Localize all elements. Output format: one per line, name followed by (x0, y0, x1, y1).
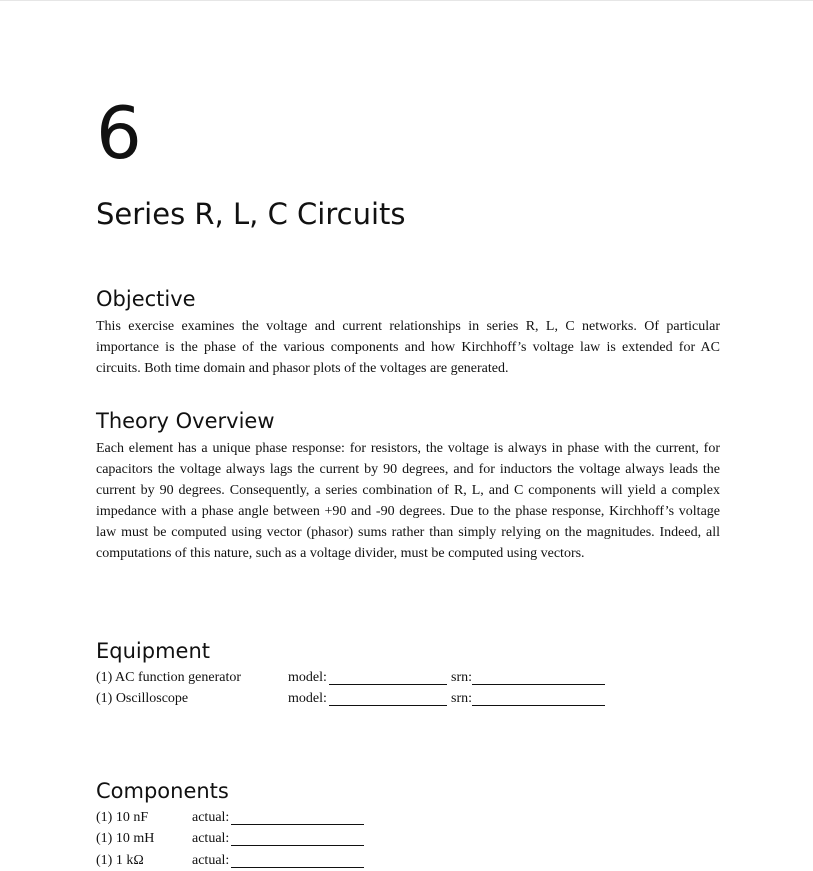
component-name: (1) 1 kΩ (96, 853, 144, 868)
component-name: (1) 10 mH (96, 831, 155, 846)
chapter-number: 6 (96, 91, 142, 175)
components-heading: Components (96, 779, 229, 803)
chapter-title: Series R, L, C Circuits (96, 197, 406, 231)
objective-paragraph: This exercise examines the voltage and current relationships in series R, L, C networks. Of particular importance is the phase of the various components and how Kirchhoff’s voltage law is extended for AC circuits. Both time domain and phasor plots of the voltages are generated. (96, 319, 720, 376)
theory-paragraph: Each element has a unique phase response: for resistors, the voltage is always in phase with the current, for capacitors the voltage always lags the current by 90 degrees, and for inductors the voltage always leads the current by 90 degrees. Consequently, a series combination of R, L, and C components will yield a complex impedance with a phase angle between +90 and -90 degrees. Due to the phase response, Kirchhoff’s voltage law must be computed using vector (phasor) sums rather than simply relying on the magnitudes. Indeed, all computations of this nature, such as a voltage divider, must be computed using vectors. (96, 441, 720, 561)
actual-blank-line[interactable] (231, 845, 364, 846)
component-name: (1) 10 nF (96, 810, 149, 825)
equipment-name: (1) AC function generator (96, 670, 242, 685)
actual-label: actual: (192, 853, 230, 868)
model-blank-line[interactable] (329, 705, 447, 706)
model-label: model: (288, 670, 327, 685)
theory-heading: Theory Overview (96, 409, 275, 433)
actual-label: actual: (192, 831, 230, 846)
srn-blank-line[interactable] (472, 684, 605, 685)
equipment-name: (1) Oscilloscope (96, 691, 189, 706)
model-label: model: (288, 691, 327, 706)
equipment-heading: Equipment (96, 639, 210, 663)
actual-blank-line[interactable] (231, 824, 364, 825)
objective-heading: Objective (96, 287, 196, 311)
actual-label: actual: (192, 810, 230, 825)
srn-blank-line[interactable] (472, 705, 605, 706)
model-blank-line[interactable] (329, 684, 447, 685)
srn-label: srn: (451, 670, 472, 685)
srn-label: srn: (451, 691, 472, 706)
actual-blank-line[interactable] (231, 867, 364, 868)
page-top-border (0, 0, 813, 1)
